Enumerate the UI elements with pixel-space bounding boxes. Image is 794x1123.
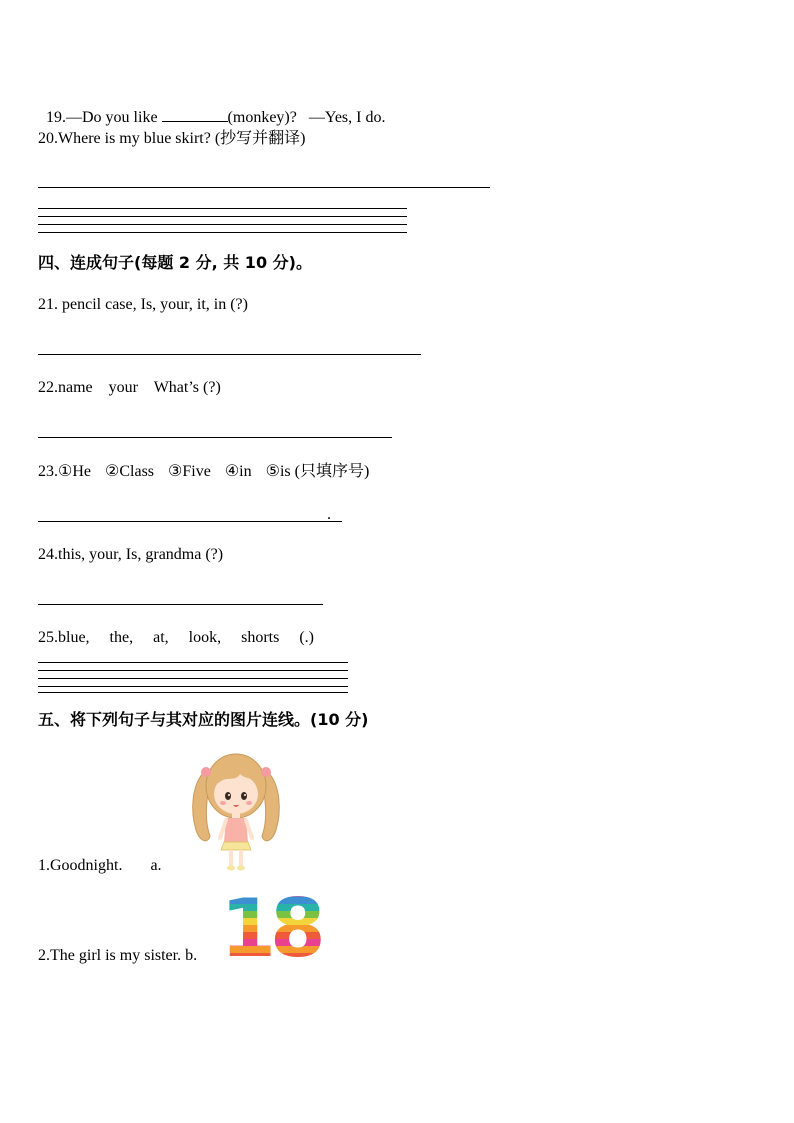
sequence-item: ⑤is [265, 463, 291, 480]
sequence-item: ②Class [105, 463, 155, 480]
girl-picture[interactable] [190, 750, 282, 872]
question-number: 19. [46, 109, 66, 126]
writing-line[interactable] [38, 670, 348, 671]
match-letter: a. [150, 857, 162, 874]
word: blue, [58, 629, 90, 646]
sequence-item: ①He [58, 463, 91, 480]
dash: — [308, 109, 325, 126]
match-sentence: 1.Goodnight. [38, 857, 123, 874]
answer-line[interactable] [38, 521, 342, 522]
word: look, [188, 629, 222, 646]
writing-line[interactable] [38, 224, 407, 225]
question-number: 23. [38, 463, 58, 480]
writing-line[interactable] [38, 216, 407, 217]
answer-line[interactable] [38, 354, 421, 355]
number-18-glyph: 18 [220, 882, 320, 975]
question-number: 25. [38, 629, 58, 646]
dash: — [66, 109, 82, 126]
number-18-picture[interactable] [220, 882, 320, 975]
question-19 [38, 87, 385, 128]
answer-line[interactable] [38, 437, 392, 438]
question-25 [38, 628, 334, 648]
question-20: 20.Where is my blue skirt? (抄写并翻译) [38, 130, 306, 147]
sequence-item: ④in [224, 463, 252, 480]
instruction-note: (只填序号) [294, 463, 370, 480]
match-item-2: 2.The girl is my sister. b. [38, 947, 198, 964]
writing-line[interactable] [38, 678, 348, 679]
question-21: 21. pencil case, Is, your, it, in (?) [38, 296, 248, 313]
word: name [58, 379, 93, 396]
question-22 [38, 378, 221, 398]
question-24: 24.this, your, Is, grandma (?) [38, 546, 224, 563]
writing-line[interactable] [38, 686, 348, 687]
word: at, [153, 629, 169, 646]
question-number: 22. [38, 379, 58, 396]
question-hint: (monkey)? [227, 109, 297, 126]
answer-text: Yes, I do. [324, 109, 386, 126]
word: What’s (?) [153, 379, 221, 396]
word: your [108, 379, 138, 396]
word: (.) [299, 629, 314, 646]
section-5-title: 五、将下列句子与其对应的图片连线。(10 分) [38, 710, 369, 729]
writing-line[interactable] [38, 692, 348, 693]
sequence-item: ③Five [168, 463, 211, 480]
period-mark: . [327, 506, 331, 523]
answer-line[interactable] [38, 604, 323, 605]
question-text: Do you like [82, 109, 162, 126]
word: shorts [241, 629, 280, 646]
writing-line[interactable] [38, 232, 407, 233]
writing-line[interactable] [38, 208, 407, 209]
answer-line[interactable] [38, 187, 490, 188]
match-item-1 [38, 856, 162, 876]
writing-line[interactable] [38, 662, 348, 663]
word: the, [109, 629, 134, 646]
question-23 [38, 462, 369, 482]
answer-blank[interactable] [162, 107, 228, 122]
section-4-title: 四、连成句子(每题 2 分, 共 10 分)。 [38, 253, 312, 272]
